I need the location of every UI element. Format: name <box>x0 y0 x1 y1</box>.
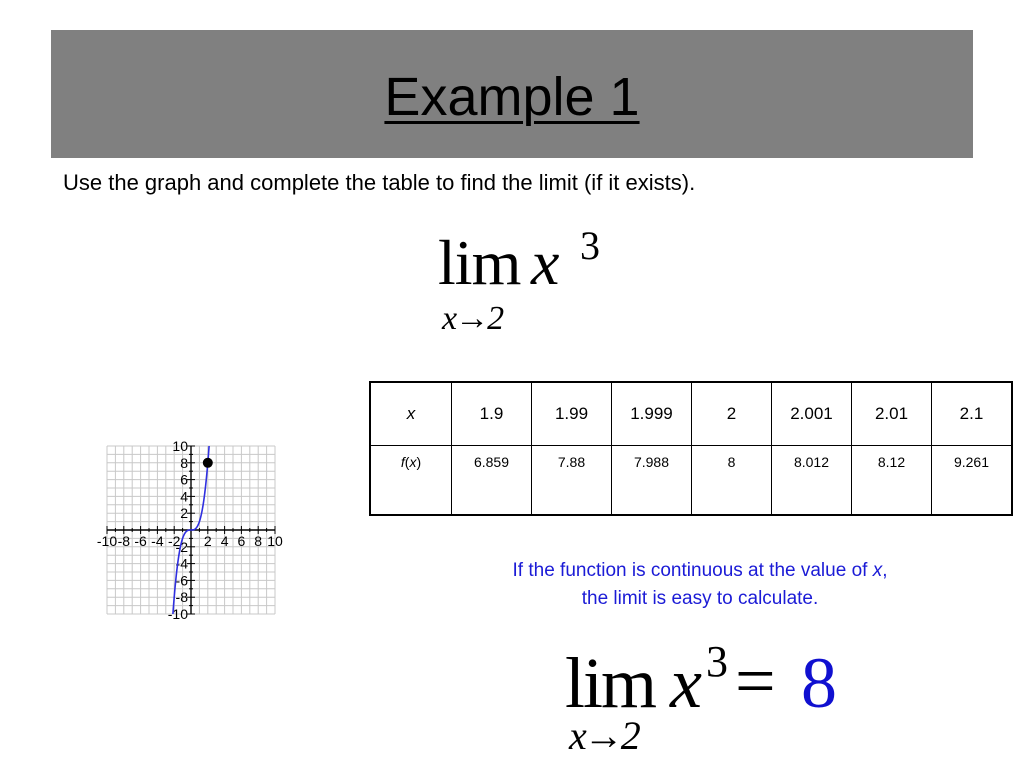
x-tick-label: 2 <box>203 533 212 549</box>
cubic-graph <box>0 335 372 695</box>
y-tick-label: 2 <box>180 505 188 522</box>
fx-header-open-paren: ( <box>404 454 410 470</box>
fx-value-cell: 8.012 <box>772 446 852 516</box>
fx-header-x: x <box>409 454 417 470</box>
slide-title: Example 1 <box>384 67 640 127</box>
limit-top-word: lim <box>438 227 521 298</box>
table-row-fx <box>370 446 1012 516</box>
y-tick-label: -4 <box>175 555 188 572</box>
fx-value-cell: 9.261 <box>932 446 1013 516</box>
limit-top-variable: x <box>531 227 560 298</box>
x-value-cell: 2 <box>692 382 772 446</box>
limit-bottom-word: lim <box>565 643 656 723</box>
x-tick-label: 10 <box>267 533 283 549</box>
x-tick-label: 4 <box>220 533 229 549</box>
fx-value-cell: 8 <box>692 446 772 516</box>
continuity-note <box>420 557 980 613</box>
fx-header-close-paren: ) <box>416 454 422 470</box>
note-line1-comma: , <box>882 560 888 581</box>
x-tick-label: -8 <box>117 533 131 549</box>
note-line1-text: If the function is continuous at the value of <box>512 560 873 581</box>
y-tick-label: -2 <box>175 538 188 555</box>
note-line2-text: the limit is easy to calculate. <box>581 588 819 609</box>
limit-bottom-approach: x→2 <box>569 713 638 758</box>
y-tick-label: 8 <box>180 454 188 471</box>
limit-top-exponent: 3 <box>580 223 600 268</box>
fx-header-f: f <box>400 454 405 470</box>
x-header-cell <box>370 382 452 446</box>
x-value-cell: 1.999 <box>612 382 692 446</box>
x-value-cell: 2.001 <box>772 382 852 446</box>
fx-value-cell: 7.88 <box>532 446 612 516</box>
y-tick-label: 10 <box>172 438 188 454</box>
limit-bottom-value: 8 <box>801 643 837 723</box>
x-tick-label: 8 <box>254 533 263 549</box>
limit-bottom-variable: x <box>670 643 702 723</box>
instruction-text: Use the graph and complete the table to find the limit (if it exists). <box>63 170 696 195</box>
x-tick-label: 6 <box>237 533 246 549</box>
title-bar <box>51 30 973 158</box>
x-tick-label: -10 <box>96 533 118 549</box>
x-tick-label: -2 <box>167 533 181 549</box>
y-tick-label: -10 <box>167 606 188 622</box>
limit-top-approach: x→2 <box>442 300 503 337</box>
table-row-x <box>370 382 1012 446</box>
y-tick-label: -6 <box>175 572 188 589</box>
y-tick-label: -8 <box>175 589 188 606</box>
values-table <box>369 381 1013 516</box>
fx-header-cell <box>370 446 452 516</box>
y-tick-label: 6 <box>180 471 188 488</box>
x-tick-label: -6 <box>134 533 147 549</box>
limit-bottom-exponent: 3 <box>706 637 728 686</box>
x-value-cell: 2.01 <box>852 382 932 446</box>
note-line1-variable: x <box>872 560 883 581</box>
x-value-cell: 1.9 <box>452 382 532 446</box>
fx-value-cell: 8.12 <box>852 446 932 516</box>
limit-bottom-equals: = <box>735 641 776 721</box>
highlight-point <box>203 458 213 468</box>
fx-value-cell: 7.988 <box>612 446 692 516</box>
x-tick-label: -4 <box>151 533 164 549</box>
fx-value-cell: 6.859 <box>452 446 532 516</box>
x-header: x <box>406 404 416 423</box>
y-tick-label: 4 <box>180 488 188 505</box>
x-value-cell: 2.1 <box>932 382 1013 446</box>
x-value-cell: 1.99 <box>532 382 612 446</box>
